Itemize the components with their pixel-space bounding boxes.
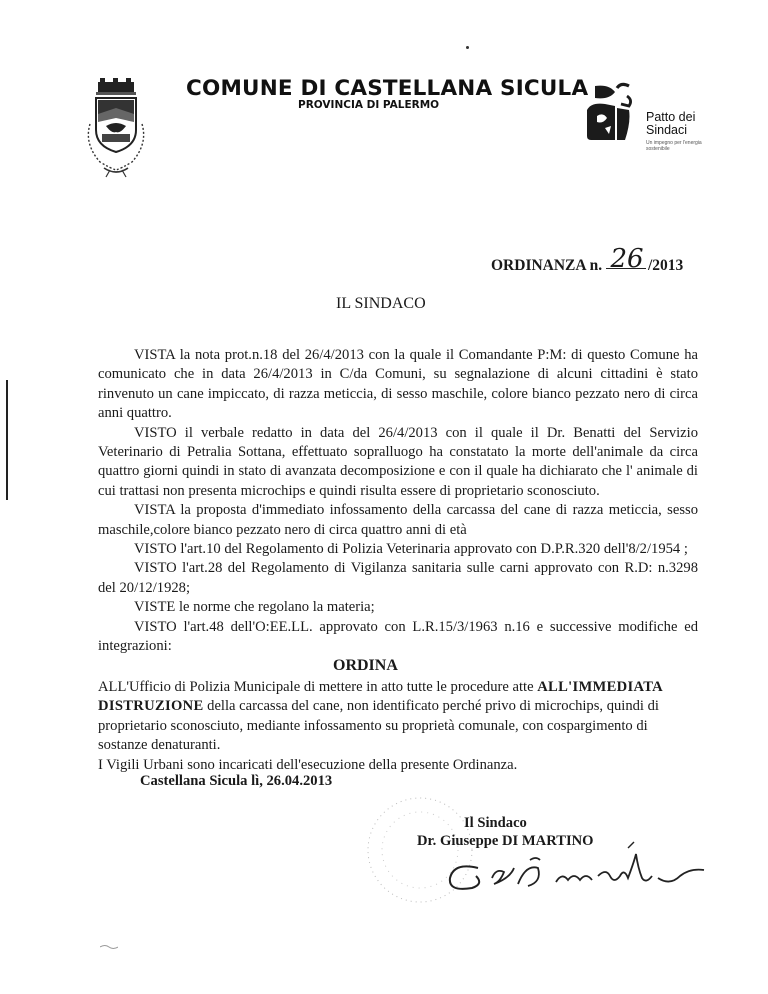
paragraph-vista-nota: VISTA la nota prot.n.18 del 26/4/2013 con la quale il Comandante P:M: di questo Comune ha comunicato che in data 26/4/2013 in C/da Comuni, su segnalazione di alcuni cittadini è stato rinvenuto un cane impiccato, di razza meticcia, di sesso maschile, colore bianco pezzato nero di circa anni quattro. (98, 347, 698, 422)
handwritten-signature (414, 838, 714, 900)
place-and-date: Castellana Sicula lì, 26.04.2013 (140, 773, 333, 789)
scan-mark (100, 944, 118, 950)
patto-line-1: Patto dei (646, 110, 696, 124)
ordinance-label: ORDINANZA n. (491, 257, 603, 274)
paragraph-viste-norme: VISTE le norme che regolano la materia; (134, 599, 375, 616)
ordina-text-2: della carcassa del cane, non identificato perché privo di microchips, quindi di proprietario sconosciuto, mediante infossamento su proprietà comunale, con cospargimento di sostanze denaturanti. (98, 698, 659, 754)
paragraph-visto-verbale: VISTO il verbale redatto in data del 26/4/2013 con il quale il Dr. Benatti del Servizio Veterinario di Petralia Sottana, effettuato sopralluogo ha constatato la morte dell'animale da circa quattro giorni quindi in stato di avanzata decomposizione e con il quale ha dichiarato che l' animale di cui trattasi non presenta microchips e quindi risulta essere di proprietario sconosciuto. (98, 424, 698, 499)
ordina-paragraph (98, 678, 688, 756)
ordina-emphasis: ALL'IMMEDIATA DISTRUZIONE (98, 679, 663, 715)
heading-il-sindaco: IL SINDACO (336, 295, 426, 312)
coat-of-arms-icon (82, 78, 150, 178)
ordinance-number-handwritten: 26 (606, 244, 648, 274)
patto-tagline: Un impegno per l'energia sostenibile (646, 140, 702, 152)
province-subtitle: PROVINCIA DI PALERMO (298, 99, 440, 111)
paragraph-visto-art10: VISTO l'art.10 del Regolamento di Polizia Veterinaria approvato con D.P.R.320 dell'8/2/1954 ; (134, 541, 688, 558)
ordinance-year: /2013 (647, 257, 684, 274)
ordinance-number-line (491, 244, 684, 277)
paragraph-visto-art28: VISTO l'art.28 del Regolamento di Vigilanza sanitaria sulle carni approvato con R.D: n.3298 del 20/12/1928; (98, 560, 698, 596)
vigili-paragraph: I Vigili Urbani sono incaricati dell'esecuzione della presente Ordinanza. (98, 756, 518, 773)
scan-speck (466, 46, 469, 49)
patto-dei-sindaci-logo-icon (585, 82, 643, 142)
scan-edge-line (6, 380, 8, 500)
heading-ordina: ORDINA (333, 657, 398, 674)
signer-name: Dr. Giuseppe DI MARTINO (417, 833, 594, 849)
preamble-body (98, 346, 698, 657)
paragraph-visto-art48: VISTO l'art.48 dell'O:EE.LL. approvato con L.R.15/3/1963 n.16 e successive modifiche ed integrazioni: (98, 618, 698, 655)
paragraph-vista-proposta: VISTA la proposta d'immediato infossamento della carcassa del cane di razza meticcia, sesso maschile,colore bianco pezzato nero di circa quattro anni di età (98, 502, 698, 538)
patto-line-2: Sindaci (646, 123, 687, 137)
ordina-body (98, 678, 688, 775)
signer-role: Il Sindaco (464, 815, 527, 831)
patto-dei-sindaci-label (646, 111, 695, 137)
municipality-title: COMUNE DI CASTELLANA SICULA (186, 76, 589, 101)
ordina-text-1: ALL'Ufficio di Polizia Municipale di mettere in atto tutte le procedure atte (98, 679, 538, 695)
